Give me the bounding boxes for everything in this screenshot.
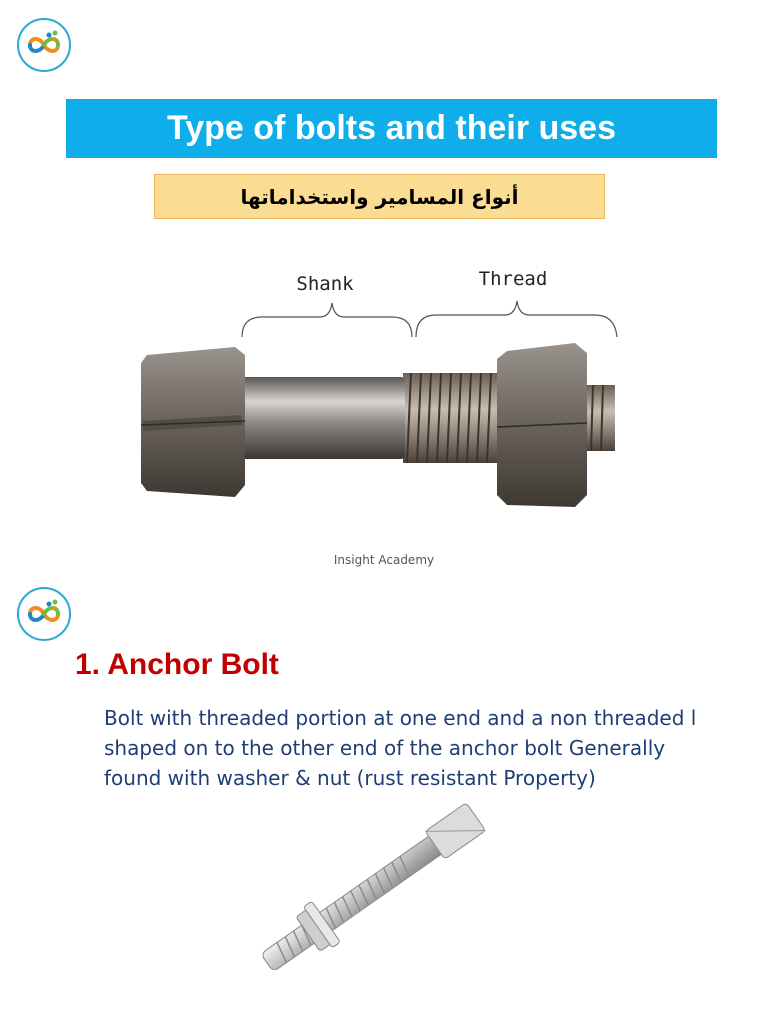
thread-label: Thread [478, 268, 548, 290]
bolt-shank-thread-figure [135, 255, 635, 535]
shank-section [235, 377, 405, 459]
image-caption: Insight Academy [333, 553, 435, 567]
academy-logo-2 [17, 587, 71, 641]
anchor-bolt-image [225, 800, 515, 985]
arabic-subtitle: أنواع المسامير واستخداماتها [154, 174, 605, 219]
anchor-bolt-description: Bolt with threaded portion at one end and a non threaded l shaped on to the other end of the anchor bolt Generally found with washer & nut (rust resistant Property) [104, 706, 697, 790]
infinity-network-icon [24, 25, 64, 65]
infinity-network-icon [24, 594, 64, 634]
shank-brace [242, 303, 412, 337]
nut [497, 343, 587, 507]
section-heading: 1. Anchor Bolt [75, 648, 279, 681]
bolt-head [141, 347, 245, 497]
thread-brace [416, 301, 617, 337]
page-title: Type of bolts and their uses [66, 99, 717, 158]
shank-label: Shank [296, 273, 354, 295]
academy-logo [17, 18, 71, 72]
